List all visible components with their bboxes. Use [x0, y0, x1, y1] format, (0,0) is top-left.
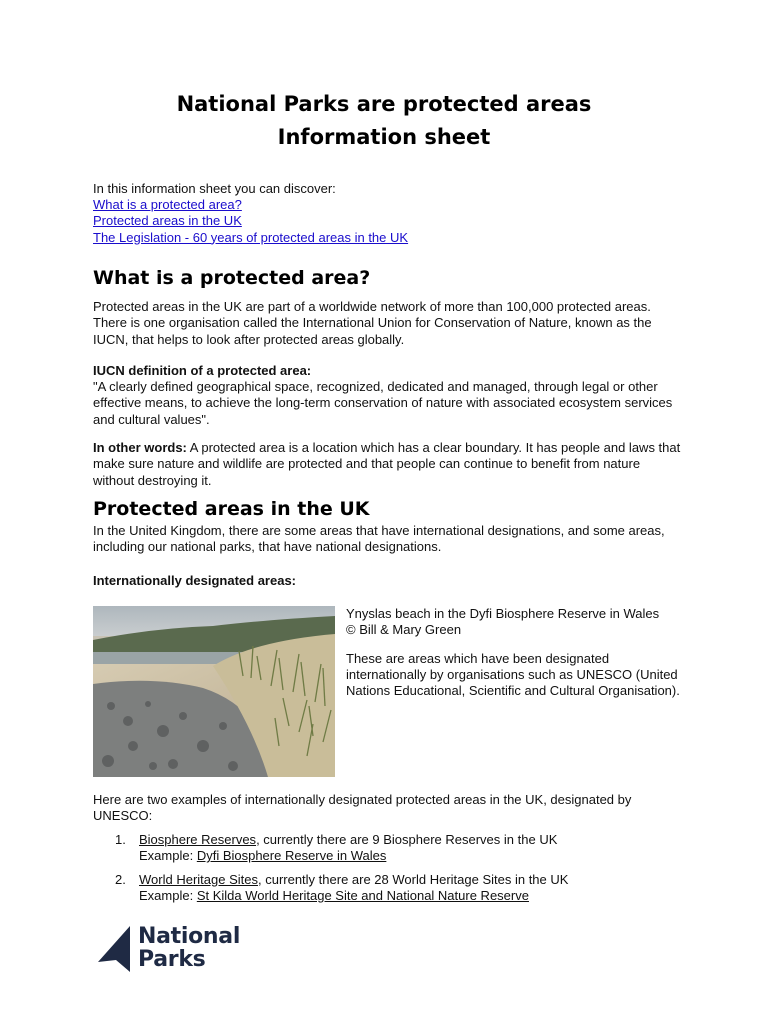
national-parks-logo-icon — [96, 926, 134, 972]
list-item — [93, 832, 693, 865]
st-kilda-link[interactable]: St Kilda World Heritage Site and National Nature Reserve — [196, 887, 529, 903]
list-item — [93, 872, 693, 905]
other-words-text: A protected area is a location which has a clear boundary. It has people and laws that make sure nature and wildlife are protected and that people can continue to benefit from nature without destroying it. — [93, 440, 681, 488]
beach-photo — [93, 606, 335, 777]
logo-text-line2: Parks — [138, 947, 206, 972]
iucn-definition-quote: "A clearly defined geographical space, recognized, dedicated and managed, through legal or other effective means, to achieve the long-term conservation of nature with associated ecosystem services and cultural values". — [93, 379, 673, 427]
photo-caption-block — [346, 606, 686, 699]
biosphere-reserves-link[interactable]: Biosphere Reserves — [139, 832, 257, 847]
national-parks-logo — [96, 924, 256, 974]
list-item-text: , currently there are 9 Biosphere Reserves in the UK — [256, 832, 558, 847]
section-heading-what-is: What is a protected area? — [93, 267, 371, 289]
list-item-text: , currently there are 28 World Heritage Sites in the UK — [257, 871, 569, 887]
table-of-contents — [93, 197, 408, 246]
other-words-label: In other words: — [93, 440, 187, 455]
section1-paragraph: Protected areas in the UK are part of a worldwide network of more than 100,000 protected areas. There is one organisation called the International Union for Conservation of Nature, known as the IUCN, that helps to look after protected areas globally. — [93, 299, 652, 347]
example-label: Example: — [139, 848, 197, 864]
toc-link-protected-uk[interactable]: Protected areas in the UK — [93, 213, 242, 229]
photo-caption: Ynyslas beach in the Dyfi Biosphere Reserve in Wales © Bill & Mary Green — [346, 606, 660, 638]
internationally-designated-label: Internationally designated areas: — [93, 573, 297, 588]
list-item-number: 2. — [115, 871, 126, 887]
document-title: National Parks are protected areas — [176, 92, 592, 116]
other-words-paragraph — [93, 440, 683, 489]
document-subtitle: Information sheet — [277, 125, 491, 149]
examples-list — [93, 832, 693, 911]
dyfi-biosphere-link[interactable]: Dyfi Biosphere Reserve in Wales — [196, 848, 387, 864]
iucn-definition-label: IUCN definition of a protected area: — [93, 363, 312, 378]
caption-description: These are areas which have been designated internationally by organisations such as UNESCO (United Nations Educational, Scientific and Cultural Organisation). — [346, 650, 680, 699]
examples-intro: Here are two examples of internationally designated protected areas in the UK, designated by UNESCO: — [93, 792, 632, 824]
example-label: Example: — [139, 887, 197, 903]
list-item-number: 1. — [115, 832, 126, 847]
beach-photo-illustration — [93, 606, 335, 777]
world-heritage-sites-link[interactable]: World Heritage Sites — [139, 871, 258, 887]
toc-link-what-is[interactable]: What is a protected area? — [93, 197, 242, 212]
section2-paragraph: In the United Kingdom, there are some areas that have international designations, and some areas, including our national parks, that have national designations. — [93, 523, 665, 555]
section-heading-protected-uk: Protected areas in the UK — [93, 498, 370, 520]
toc-link-legislation[interactable]: The Legislation - 60 years of protected areas in the UK — [93, 229, 409, 245]
intro-lead: In this information sheet you can discover: — [93, 181, 336, 196]
logo-text-line1: National — [138, 924, 241, 949]
